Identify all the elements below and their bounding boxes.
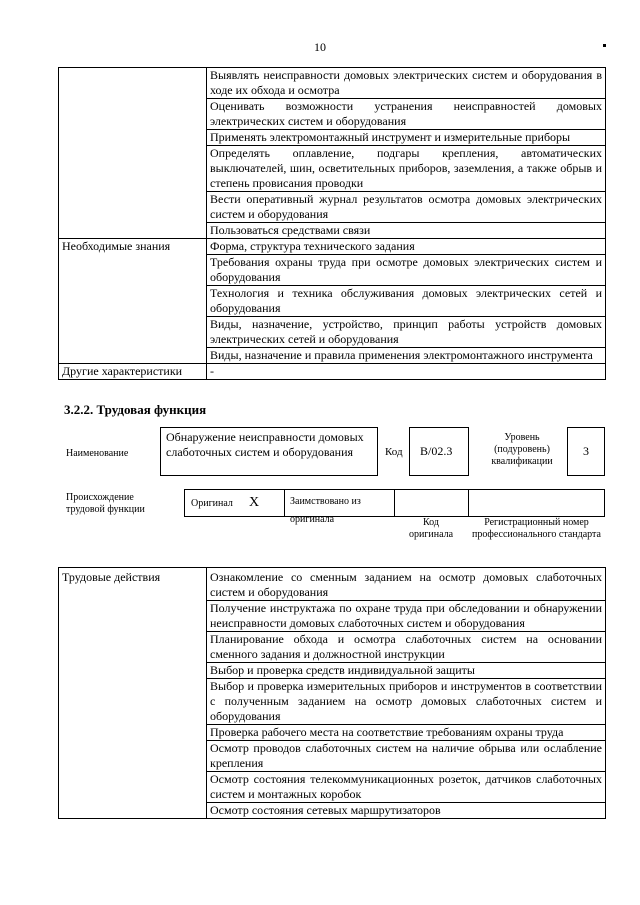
row-label-cell — [59, 68, 207, 239]
row-text-cell: Форма, структура технического задания — [207, 239, 606, 255]
registration-number-caption: Регистрационный номер профессионального стандарта — [472, 517, 601, 540]
row-text-cell: Выявлять неисправности домовых электрических систем и оборудования в ходе их обхода и осмотра — [207, 68, 606, 99]
row-text-cell: Проверка рабочего места на соответствие требованиям охраны труда — [207, 725, 606, 741]
table-row — [59, 239, 606, 255]
borrowed-box — [284, 489, 395, 525]
row-label-necessary-knowledge: Необходимые знания — [59, 239, 207, 364]
skills-knowledge-table — [58, 67, 606, 380]
level-value: 3 — [583, 444, 589, 458]
registration-number-box — [468, 489, 605, 517]
original-label: Оригинал — [191, 498, 233, 509]
row-text-cell: Виды, назначение, устройство, принцип работы устройств домовых электрических сетей и оборудования — [207, 317, 606, 348]
table-row — [59, 68, 606, 99]
code-label: Код — [385, 446, 403, 458]
function-name-value: Обнаружение неисправности домовых слаботочных систем и оборудования — [166, 430, 364, 459]
function-name-box — [160, 427, 378, 476]
row-text-cell: Выбор и проверка средств индивидуальной защиты — [207, 663, 606, 679]
original-box — [184, 489, 285, 517]
table-row — [59, 568, 606, 601]
borrowed-label: Заимствовано из оригинала — [290, 496, 361, 525]
page-number: 10 — [314, 40, 326, 54]
row-text-cell: Определять оплавление, подгары крепления, автоматических выключателей, шин, осветительных приборов, заземления, а также обрыв и степень провисания проводки — [207, 146, 606, 192]
code-box — [409, 427, 469, 476]
row-text-cell: Получение инструктажа по охране труда при обследовании и обнаружении неисправности домовых слаботочных систем и оборудования — [207, 601, 606, 632]
row-text-cell: Осмотр состояния сетевых маршрутизаторов — [207, 803, 606, 819]
row-text-cell: Осмотр состояния телекоммуникационных розеток, датчиков слаботочных систем и монтажных коробок — [207, 772, 606, 803]
original-mark: X — [249, 495, 260, 510]
row-label-labour-actions: Трудовые действия — [59, 568, 207, 819]
row-text-cell: - — [207, 364, 606, 380]
labour-actions-table — [58, 567, 606, 819]
original-code-caption: Код оригинала — [408, 517, 454, 540]
row-text-cell: Выбор и проверка измерительных приборов и инструментов в соответствии с полученным заданием на осмотр домовых слаботочных систем и оборудования — [207, 679, 606, 725]
row-text-cell: Осмотр проводов слаботочных систем на наличие обрыва или ослабление крепления — [207, 741, 606, 772]
level-box — [567, 427, 605, 476]
row-label-other-characteristics: Другие характеристики — [59, 364, 207, 380]
section-title: 3.2.2. Трудовая функция — [64, 402, 207, 417]
row-text-cell: Требования охраны труда при осмотре домовых электрических систем и оборудования — [207, 255, 606, 286]
qualification-level-label: Уровень (подуровень) квалификации — [491, 432, 553, 467]
row-text-cell: Технология и техника обслуживания домовых электрических сетей и оборудования — [207, 286, 606, 317]
row-text-cell: Планирование обхода и осмотра слаботочных систем на основании сменного задания и должностной инструкции — [207, 632, 606, 663]
code-value: B/02.3 — [420, 444, 453, 458]
row-text-cell: Оценивать возможности устранения неисправностей домовых электрических систем и оборудования — [207, 99, 606, 130]
row-text-cell: Вести оперативный журнал результатов осмотра домовых электрических систем и оборудования — [207, 192, 606, 223]
table-row — [59, 364, 606, 380]
name-label: Наименование — [66, 448, 129, 459]
page-mark — [603, 44, 606, 47]
row-text-cell: Ознакомление со сменным заданием на осмотр домовых слаботочных систем и оборудования — [207, 568, 606, 601]
row-text-cell: Применять электромонтажный инструмент и измерительные приборы — [207, 130, 606, 146]
row-text-cell: Пользоваться средствами связи — [207, 223, 606, 239]
origin-label: Происхождение трудовой функции — [66, 492, 145, 515]
row-text-cell: Виды, назначение и правила применения электромонтажного инструмента — [207, 348, 606, 364]
original-code-box — [394, 489, 469, 517]
